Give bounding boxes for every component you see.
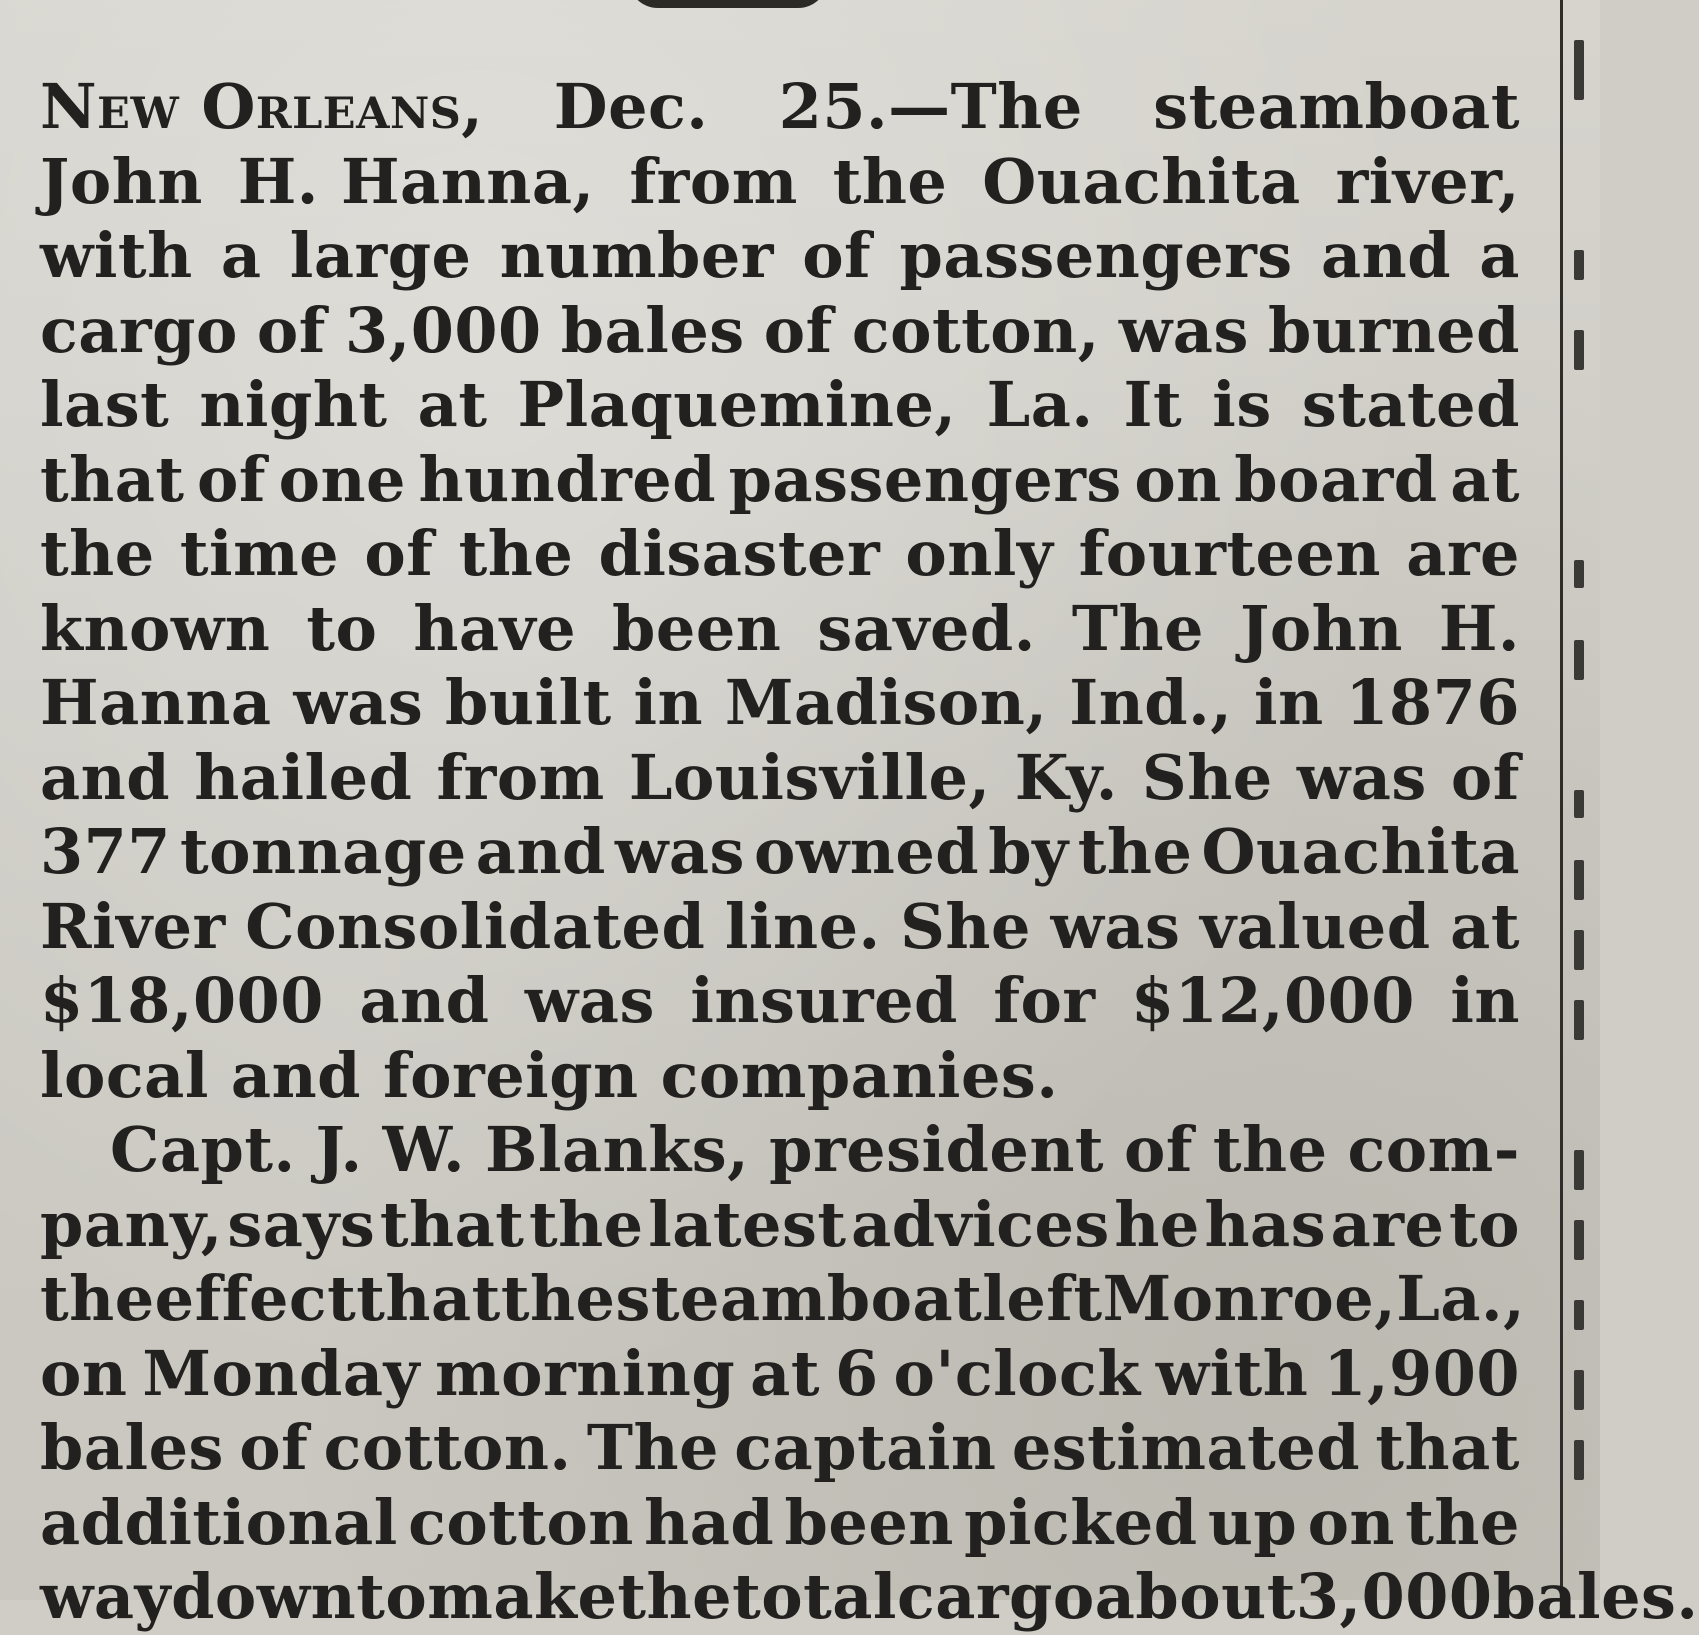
word: known — [40, 591, 271, 665]
word: president — [769, 1113, 1105, 1186]
word: and — [230, 1038, 361, 1112]
word: hundred — [418, 442, 717, 516]
word: river, — [1335, 144, 1520, 218]
word: at — [750, 1336, 820, 1410]
word: by — [988, 815, 1069, 888]
word: pany, — [40, 1187, 223, 1261]
word: valued — [1199, 889, 1431, 963]
word: to — [356, 1560, 428, 1633]
text-line — [40, 1113, 1520, 1188]
word: in — [1254, 666, 1324, 739]
word: J. — [315, 1113, 363, 1186]
text-line — [40, 145, 1520, 220]
word: the — [1212, 1113, 1328, 1186]
word: La. — [986, 368, 1094, 441]
word: number — [499, 219, 774, 292]
word: with — [40, 219, 193, 292]
word: steamboat — [615, 1262, 983, 1335]
word: says — [227, 1187, 376, 1261]
word: Ouachita — [982, 144, 1301, 218]
word: from — [436, 740, 605, 814]
word: passengers — [728, 442, 1122, 516]
word: burned — [1267, 293, 1520, 367]
word: cotton — [408, 1485, 634, 1559]
word: $18,000 — [40, 964, 324, 1037]
word: on — [40, 1336, 128, 1410]
word: The — [586, 1411, 719, 1484]
word: 25.—The — [778, 70, 1083, 143]
word: board — [1234, 442, 1438, 516]
word: captain — [734, 1411, 997, 1484]
word: was — [1118, 293, 1249, 367]
word: and — [359, 964, 490, 1037]
word: and — [40, 740, 171, 814]
word: stated — [1301, 368, 1520, 441]
word: advices — [851, 1187, 1110, 1261]
word: to — [1448, 1187, 1520, 1261]
word: bales — [40, 1411, 224, 1484]
word: John — [40, 144, 203, 218]
word: Consolidated — [245, 889, 706, 963]
word: only — [905, 517, 1054, 590]
word: been — [612, 591, 782, 665]
word: fourteen — [1078, 517, 1381, 590]
word: are — [1406, 517, 1520, 590]
word: passengers — [899, 219, 1293, 292]
word: a — [1479, 219, 1520, 292]
article-body — [40, 70, 1699, 1633]
word: built — [445, 666, 612, 739]
word: that — [40, 442, 185, 516]
word: the — [500, 1262, 616, 1335]
word: of — [364, 517, 434, 590]
word: was — [1050, 889, 1181, 963]
word: Louisville, — [628, 740, 991, 814]
word: H. — [1438, 591, 1520, 665]
word: of — [197, 442, 267, 516]
word: Monroe, — [1102, 1262, 1397, 1335]
word: foreign — [383, 1038, 639, 1112]
text-line — [40, 219, 1520, 294]
word: left — [982, 1262, 1103, 1335]
text-line — [40, 517, 1520, 592]
word: John — [1239, 591, 1403, 665]
word: down — [171, 1560, 357, 1633]
text-line — [40, 70, 1520, 145]
word: Hanna — [40, 666, 272, 739]
text-line — [40, 368, 1520, 443]
word: and — [1320, 219, 1452, 292]
word: owned — [754, 815, 980, 888]
word: 6 — [834, 1336, 879, 1410]
word: River — [40, 889, 226, 963]
word: She — [900, 889, 1031, 963]
text-line — [40, 815, 1520, 890]
word: total — [732, 1560, 897, 1633]
word: line. — [724, 889, 881, 963]
text-line — [40, 741, 1520, 816]
word: W. — [382, 1113, 466, 1186]
text-line — [40, 666, 1520, 741]
word: saved. — [817, 591, 1036, 665]
word: hailed — [194, 740, 413, 814]
word: cotton, — [851, 293, 1100, 367]
word: insured — [690, 964, 958, 1037]
word: It — [1123, 368, 1183, 441]
word: and — [475, 815, 606, 888]
word: 1,900 — [1323, 1336, 1520, 1410]
word: additional — [40, 1485, 398, 1559]
word: Capt. — [110, 1113, 296, 1186]
word: the — [528, 1187, 644, 1261]
word: of — [239, 1411, 309, 1484]
word: estimated — [1011, 1411, 1361, 1484]
word: steamboat — [1153, 70, 1520, 143]
word: has — [1204, 1187, 1327, 1261]
word: for — [993, 964, 1096, 1037]
word: bales — [560, 293, 745, 367]
word: was — [293, 666, 424, 739]
text-line — [40, 1560, 1699, 1633]
word: to — [306, 591, 378, 665]
word: make — [427, 1560, 618, 1633]
word: at — [1450, 442, 1520, 516]
word: 3,000 — [1295, 1560, 1493, 1633]
word: cargo — [40, 293, 238, 367]
word: H. Hanna, — [237, 144, 595, 218]
word: last — [40, 368, 170, 441]
text-line — [40, 1039, 1520, 1114]
word: of — [256, 293, 326, 367]
text-line — [40, 1486, 1520, 1561]
word: companies. — [660, 1038, 1059, 1112]
word: local — [40, 1038, 209, 1112]
word: that — [1375, 1411, 1520, 1484]
word: in — [1450, 964, 1520, 1037]
word: at — [1450, 889, 1520, 963]
word: one — [278, 442, 406, 516]
word: large — [289, 219, 472, 292]
word: that — [356, 1262, 501, 1335]
word: the — [40, 517, 155, 590]
text-line — [40, 1262, 1526, 1337]
word: way — [40, 1560, 172, 1633]
text-line — [40, 964, 1520, 1039]
word: in — [633, 666, 704, 739]
word: Dec. — [553, 70, 709, 143]
text-line — [40, 890, 1520, 965]
word: of — [763, 293, 833, 367]
text-line — [40, 1411, 1520, 1486]
word: Madison, — [724, 666, 1048, 739]
text-line — [40, 1188, 1520, 1263]
word: is — [1212, 368, 1272, 441]
word: on — [1134, 442, 1222, 516]
word: effect — [154, 1262, 357, 1335]
word: the — [1077, 815, 1193, 888]
word: night — [199, 368, 388, 441]
word: 1876 — [1345, 666, 1520, 739]
word: Blanks, — [485, 1113, 750, 1186]
word: of — [1123, 1113, 1193, 1186]
word: are — [1330, 1187, 1445, 1261]
word: Plaquemine, — [517, 368, 957, 441]
word: disaster — [598, 517, 881, 590]
word: Ky. — [1014, 740, 1118, 814]
word: 3,000 — [345, 293, 542, 367]
word: La., — [1396, 1262, 1526, 1335]
word: been — [784, 1485, 954, 1559]
word: a — [220, 219, 262, 292]
word: cotton. — [323, 1411, 572, 1484]
word: was — [1296, 740, 1427, 814]
text-line — [40, 443, 1520, 518]
word: picked — [964, 1485, 1198, 1559]
word: the — [40, 1262, 155, 1335]
text-line — [40, 592, 1520, 667]
word: from — [629, 144, 798, 218]
word: on — [1307, 1485, 1396, 1559]
word: had — [644, 1485, 775, 1559]
word: that — [379, 1187, 525, 1261]
word: was — [524, 964, 655, 1037]
word: of — [1450, 740, 1520, 814]
word: cargo — [896, 1560, 1095, 1633]
word: the — [832, 144, 948, 218]
adjacent-column-fragment — [1572, 0, 1600, 1600]
word: morning — [435, 1336, 736, 1410]
word: of — [802, 219, 872, 292]
word: was — [614, 815, 745, 888]
word: com- — [1347, 1113, 1520, 1186]
word: She — [1141, 740, 1273, 814]
word: o'clock — [893, 1336, 1141, 1410]
text-line — [40, 294, 1520, 369]
word: the — [1405, 1485, 1520, 1559]
word: with — [1155, 1336, 1309, 1410]
word: 377 — [40, 815, 171, 888]
word: have — [413, 591, 577, 665]
word: tonnage — [180, 815, 467, 888]
word: the — [458, 517, 574, 590]
text-line — [40, 1337, 1520, 1412]
word: up — [1207, 1485, 1298, 1559]
word: $12,000 — [1130, 964, 1415, 1037]
word: he — [1114, 1187, 1200, 1261]
column-rule — [1560, 0, 1563, 1600]
word: Ind., — [1069, 666, 1233, 739]
word: Monday — [142, 1336, 421, 1410]
word: latest — [648, 1187, 847, 1261]
word: bales. — [1492, 1560, 1699, 1633]
word: the — [617, 1560, 733, 1633]
word: Ouachita — [1201, 815, 1520, 888]
headline-fragment — [628, 0, 828, 8]
word: at — [417, 368, 488, 441]
word: time — [179, 517, 340, 590]
word: The — [1071, 591, 1204, 665]
word: New Orleans, — [40, 70, 484, 143]
word: about — [1094, 1560, 1296, 1633]
